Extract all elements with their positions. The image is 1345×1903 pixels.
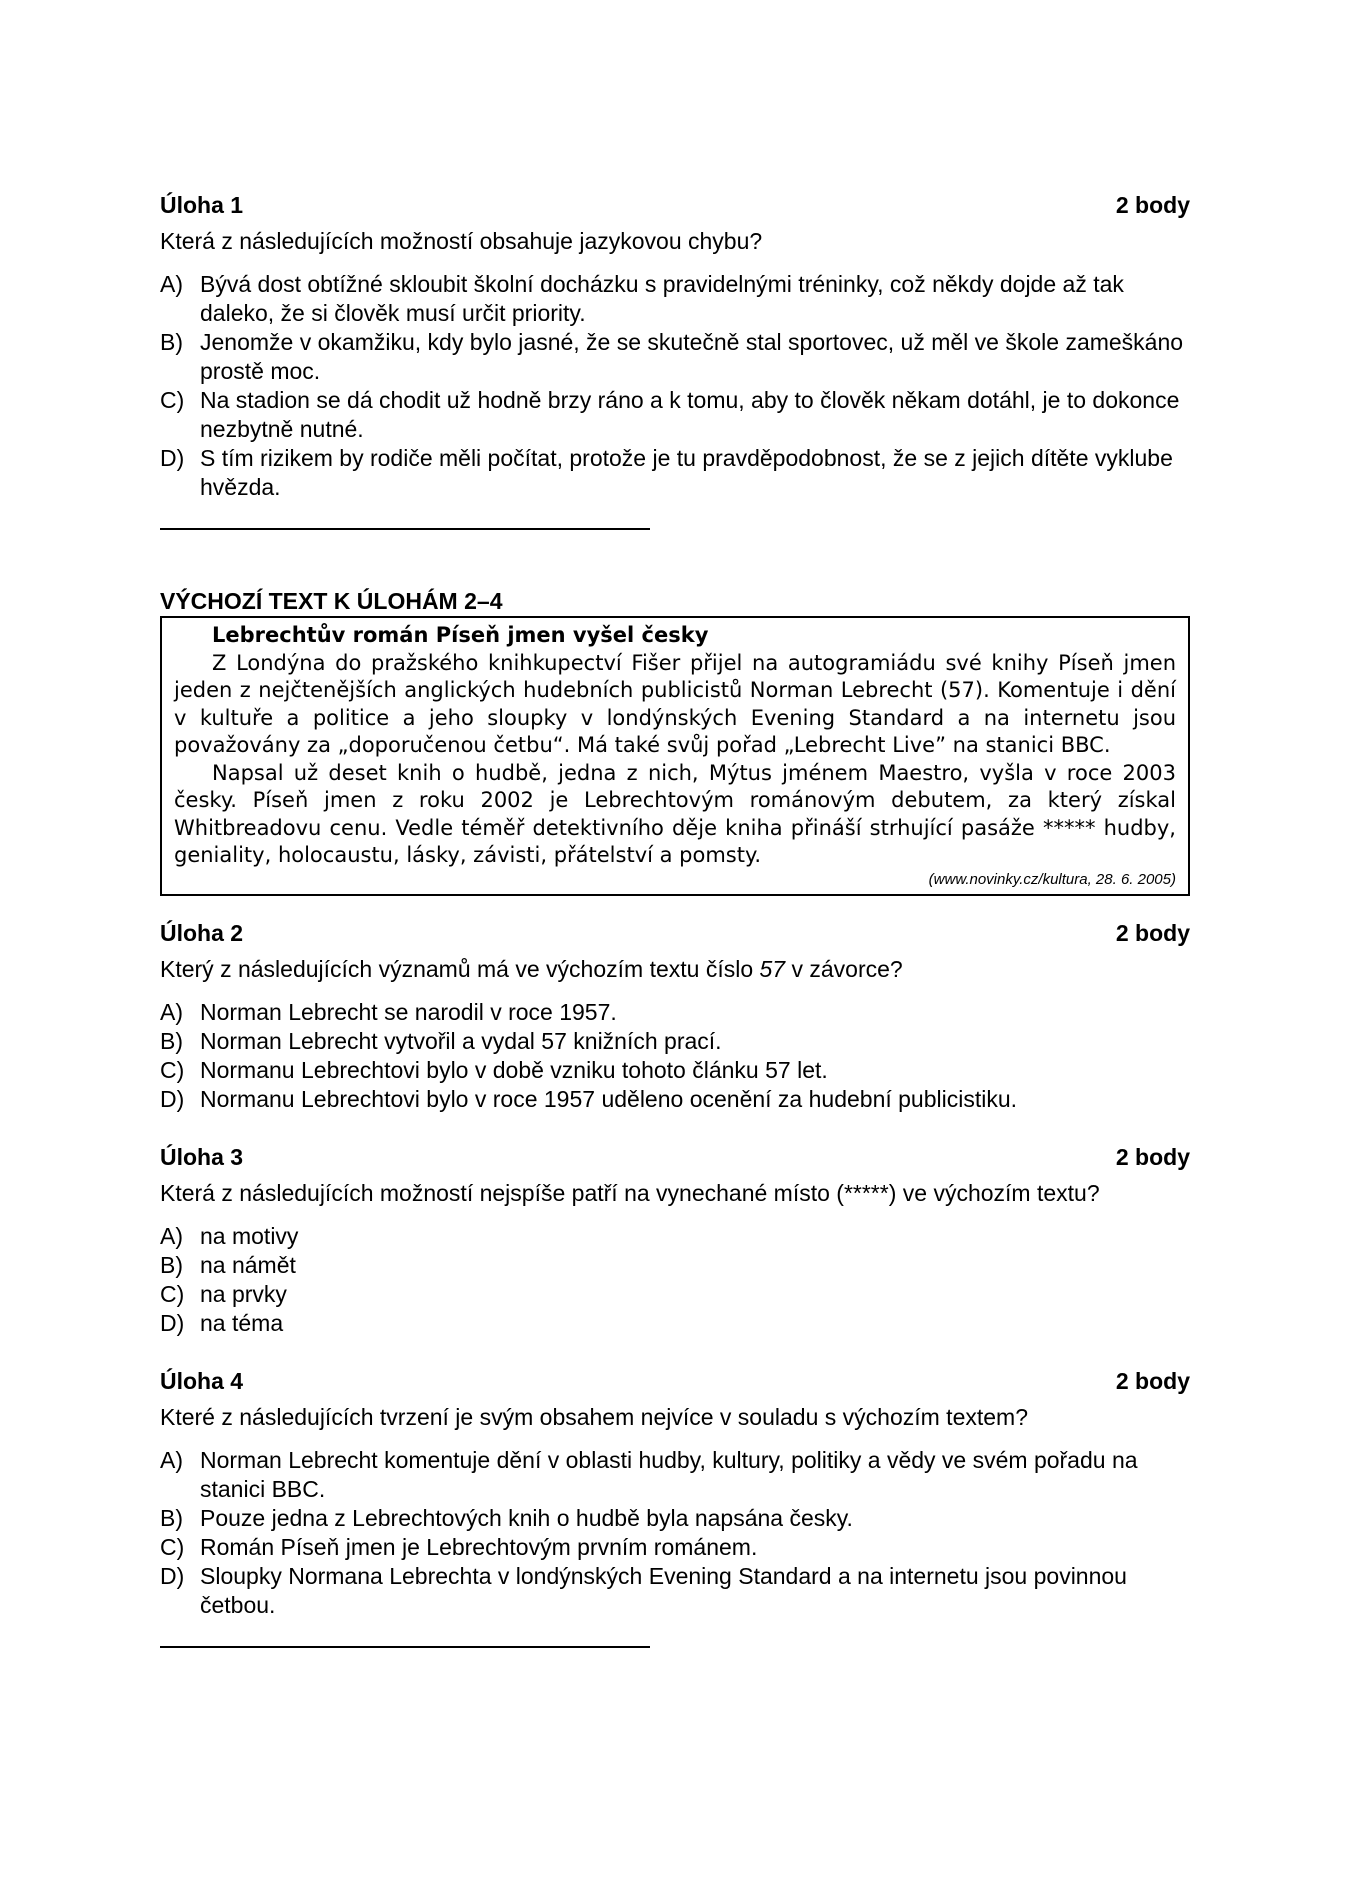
task-1 [160, 190, 1190, 502]
task-2-option-a[interactable] [160, 998, 1190, 1027]
task-1-option-d[interactable] [160, 444, 1190, 502]
task-1-title: Úloha 1 [160, 192, 244, 218]
option-text: S tím rizikem by rodiče měli počítat, protože je tu pravděpodobnost, že se z jejich dítěte vyklube hvězda. [200, 445, 1173, 500]
option-text: Jenomže v okamžiku, kdy bylo jasné, že se skutečně stal sportovec, už měl ve škole zameškáno prostě moc. [200, 329, 1184, 384]
task-3-option-c[interactable] [160, 1280, 1190, 1309]
article-citation: (www.novinky.cz/kultura, 28. 6. 2005) [928, 870, 1176, 888]
source-text-box [160, 616, 1190, 896]
source-text-section [160, 586, 1190, 896]
option-letter: A) [160, 271, 183, 297]
option-letter: D) [160, 1562, 185, 1589]
option-letter: B) [160, 1251, 183, 1278]
option-text: Sloupky Normana Lebrechta v londýnských Evening Standard a na internetu jsou povinnou četbou. [200, 1562, 1127, 1618]
task-3-header [160, 1142, 1190, 1172]
task-2-option-d[interactable] [160, 1085, 1190, 1114]
task-3-points: 2 body [1115, 1143, 1190, 1170]
option-text: Normanu Lebrechtovi bylo v roce 1957 uděleno ocenění za hudební publicistiku. [200, 1085, 1018, 1112]
option-text: Norman Lebrecht se narodil v roce 1957. [200, 998, 617, 1025]
option-text: na motivy [200, 1222, 299, 1249]
option-letter: B) [160, 329, 183, 355]
option-letter: D) [160, 445, 185, 471]
option-letter: D) [160, 1085, 185, 1112]
option-text: Pouze jedna z Lebrechtových knih o hudbě byla napsána česky. [200, 1504, 853, 1531]
task-4-title: Úloha 4 [160, 1367, 244, 1394]
task-3-option-d[interactable] [160, 1309, 1190, 1338]
task-2-options [160, 998, 1190, 1114]
source-text-heading: VÝCHOZÍ TEXT K ÚLOHÁM 2–4 [160, 588, 503, 614]
task-2 [160, 918, 1190, 1114]
question-text-after: v závorce? [785, 955, 903, 982]
separator-line [160, 1646, 650, 1648]
option-letter: D) [160, 1309, 185, 1336]
option-text: Normanu Lebrechtovi bylo v době vzniku tohoto článku 57 let. [200, 1056, 828, 1083]
task-1-option-c[interactable] [160, 386, 1190, 444]
task-4-option-d[interactable] [160, 1562, 1190, 1620]
option-letter: A) [160, 998, 183, 1025]
option-text: Norman Lebrecht komentuje dění v oblasti hudby, kultury, politiky a vědy ve svém pořadu na stanici BBC. [200, 1446, 1138, 1502]
task-4-question: Které z následujících tvrzení je svým obsahem nejvíce v souladu s výchozím textem? [160, 1403, 1028, 1430]
option-letter: C) [160, 1280, 185, 1307]
task-3-question: Která z následujících možností nejspíše patří na vynechané místo (*****) ve výchozím textu? [160, 1179, 1100, 1206]
task-3-option-b[interactable] [160, 1251, 1190, 1280]
option-letter: C) [160, 387, 185, 413]
separator-line [160, 528, 650, 530]
article-title: Lebrechtův román Píseň jmen vyšel česky [212, 623, 709, 647]
task-3-title: Úloha 3 [160, 1143, 244, 1170]
task-2-question [160, 954, 1190, 984]
task-1-points: 2 body [1115, 192, 1190, 218]
task-4-option-b[interactable] [160, 1504, 1190, 1533]
option-letter: C) [160, 1533, 185, 1560]
task-4-option-a[interactable] [160, 1446, 1190, 1504]
option-text: Bývá dost obtížné skloubit školní docházku s pravidelnými tréninky, což někdy dojde až tak daleko, že si člověk musí určit priority. [200, 271, 1124, 326]
task-1-options [160, 270, 1190, 502]
question-number: 57 [759, 955, 786, 982]
task-2-points: 2 body [1115, 919, 1190, 946]
task-2-option-b[interactable] [160, 1027, 1190, 1056]
task-4-points: 2 body [1115, 1367, 1190, 1394]
article-paragraph-1: Z Londýna do pražského knihkupectví Fišer přijel na autogramiádu své knihy Píseň jmen jeden z nejčtenějších anglických hudebních publicistů Norman Lebrecht (57). Komentuje i dění v kultuře a politice a jeho sloupky v londýnských Evening Standard a na internetu jsou považovány za „doporučenou četbu“. Má také svůj pořad „Lebrecht Live” na stanici BBC. [174, 650, 1176, 757]
task-1-header [160, 190, 1190, 220]
option-text: na téma [200, 1309, 284, 1336]
task-2-header [160, 918, 1190, 948]
task-1-option-a[interactable] [160, 270, 1190, 328]
page-content [160, 190, 1190, 1648]
task-1-question: Která z následujících možností obsahuje jazykovou chybu? [160, 228, 763, 254]
option-text: Na stadion se dá chodit už hodně brzy ráno a k tomu, aby to člověk někam dotáhl, je to dokonce nezbytně nutné. [200, 387, 1180, 442]
task-4-header [160, 1366, 1190, 1396]
task-2-title: Úloha 2 [160, 919, 244, 946]
task-4 [160, 1366, 1190, 1620]
option-text: Norman Lebrecht vytvořil a vydal 57 knižních prací. [200, 1027, 722, 1054]
task-3-option-a[interactable] [160, 1222, 1190, 1251]
option-letter: B) [160, 1027, 183, 1054]
task-1-option-b[interactable] [160, 328, 1190, 386]
task-4-option-c[interactable] [160, 1533, 1190, 1562]
task-3-options [160, 1222, 1190, 1338]
option-letter: A) [160, 1222, 183, 1249]
question-text-before: Který z následujících významů má ve výchozím textu číslo [160, 955, 760, 982]
option-letter: B) [160, 1504, 183, 1531]
option-text: na námět [200, 1251, 296, 1278]
task-4-options [160, 1446, 1190, 1620]
task-2-option-c[interactable] [160, 1056, 1190, 1085]
option-letter: C) [160, 1056, 185, 1083]
article-paragraph-2: Napsal už deset knih o hudbě, jedna z nich, Mýtus jménem Maestro, vyšla v roce 2003 česky. Píseň jmen z roku 2002 je Lebrechtovým románovým debutem, za který získal Whitbreadovu cenu. Vedle téměř detektivního děje kniha přináší strhující pasáže ***** hudby, geniality, holocaustu, lásky, závisti, přátelství a pomsty. [174, 760, 1176, 867]
option-text: Román Píseň jmen je Lebrechtovým prvním románem. [200, 1533, 758, 1560]
option-text: na prvky [200, 1280, 287, 1307]
option-letter: A) [160, 1446, 183, 1473]
task-3 [160, 1142, 1190, 1338]
